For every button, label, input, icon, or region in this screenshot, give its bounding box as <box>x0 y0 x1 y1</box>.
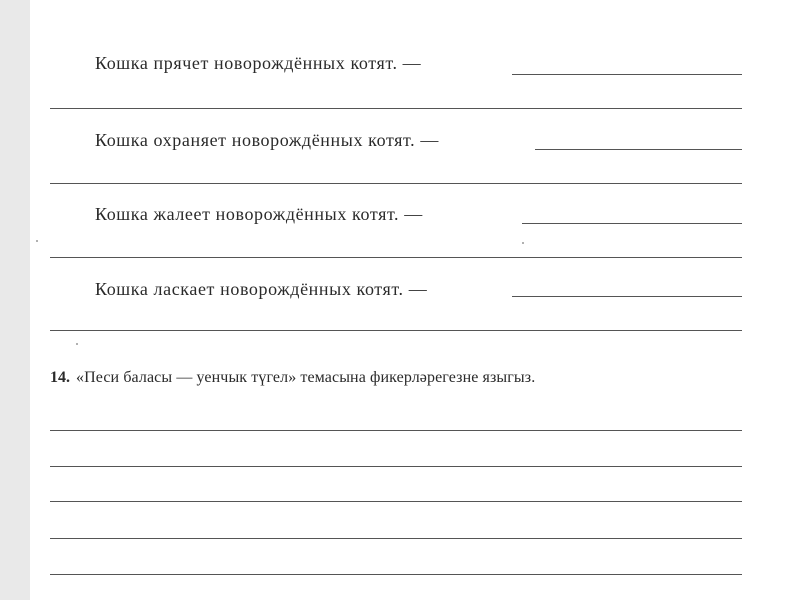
scan-margin <box>0 0 30 600</box>
sentence-1: Кошка прячет новорождённых котят. — <box>95 53 422 73</box>
scan-speck <box>522 242 524 244</box>
answer-line-1[interactable] <box>512 74 742 75</box>
scan-speck <box>36 240 38 242</box>
sentence-4: Кошка ласкает новорождённых котят. — <box>95 279 428 299</box>
answer-line-2[interactable] <box>535 149 742 150</box>
task-14 <box>50 370 535 386</box>
essay-line-3[interactable] <box>50 501 742 502</box>
essay-line-2[interactable] <box>50 466 742 467</box>
task-prompt: «Песи баласы — уенчык түгел» темасына фикерләрегезне языгыз. <box>76 369 536 386</box>
sentence-2: Кошка охраняет новорождённых котят. — <box>95 130 439 150</box>
answer-line-1-continued[interactable] <box>50 108 742 109</box>
answer-line-2-continued[interactable] <box>50 183 742 184</box>
essay-line-1[interactable] <box>50 430 742 431</box>
answer-line-3-continued[interactable] <box>50 257 742 258</box>
task-number: 14. <box>50 369 70 386</box>
answer-line-3[interactable] <box>522 223 742 224</box>
essay-line-4[interactable] <box>50 538 742 539</box>
answer-line-4[interactable] <box>512 296 742 297</box>
answer-line-4-continued[interactable] <box>50 330 742 331</box>
sentence-3: Кошка жалеет новорождённых котят. — <box>95 204 423 224</box>
worksheet-page <box>30 18 800 600</box>
scan-speck <box>76 343 78 345</box>
essay-line-5[interactable] <box>50 574 742 575</box>
